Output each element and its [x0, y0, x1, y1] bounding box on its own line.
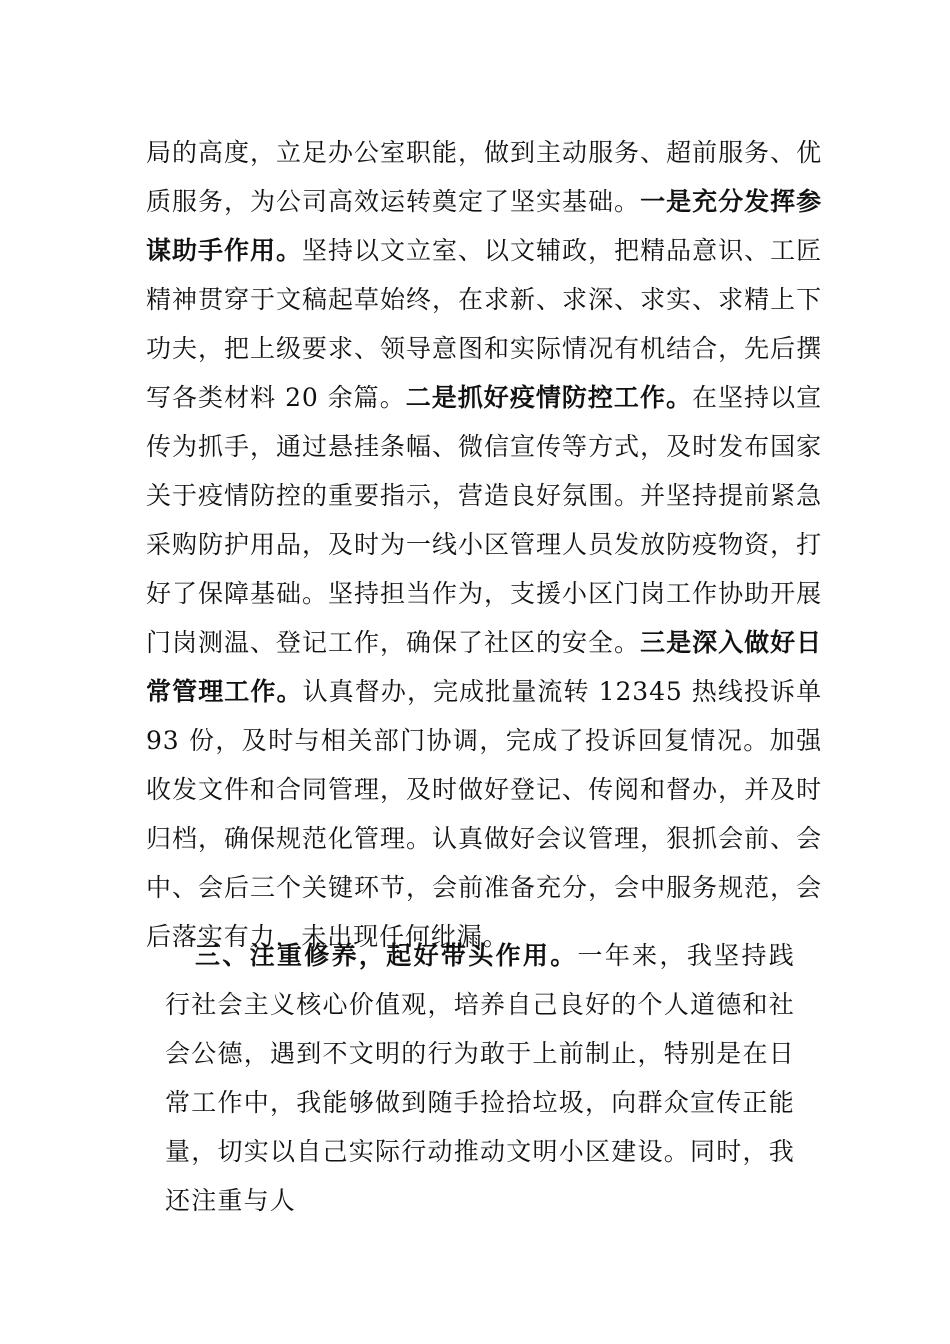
bold-subheading: 三是深入做好日常管理工作。	[146, 628, 822, 706]
paragraph-text: 在坚持以宣传为抓手，通过悬挂条幅、微信宣传等方式，及时发布国家关于疫情防控的重要指示，营造良好氛围。并坚持提前紧急采购防护用品，及时为一线小区管理人员发放防疫物资，打好了保障基础。坚持担当作为，支援小区门岗工作协助开展门岗测温、登记工作，确保了社区的安全。	[146, 383, 822, 657]
paragraph-text: 一年来，我坚持践行社会主义核心价值观，培养自己良好的个人道德和社会公德，遇到不文明的行为敢于上前制止，特别是在日常工作中，我能够做到随手捡拾垃圾，向群众宣传正能量，切实以自己实际行动推动文明小区建设。同时，我还注重与人	[165, 941, 795, 1215]
paragraph-text: 局的高度，立足办公室职能，做到主动服务、超前服务、优质服务，为公司高效运转奠定了坚实基础。	[146, 138, 822, 216]
paragraph-text: 认真督办，完成批量流转 12345 热线投诉单 93 份，及时与相关部门协调，完成了投诉回复情况。加强收发文件和合同管理，及时做好登记、传阅和督办，并及时归档，确保规范化管理。认真做好会议管理，狠抓会前、会中、会后三个关键环节，会前准备充分，会中服务规范，会后落实有力，未出现任何纰漏。	[146, 677, 823, 951]
bold-subheading: 二是抓好疫情防控工作。	[405, 383, 692, 412]
section-heading: 三、注重修养，起好带头作用。	[195, 941, 578, 970]
paragraph-text: 坚持以文立室、以文辅政，把精品意识、工匠精神贯穿于文稿起草始终，在求新、求深、求实、求精上下功夫，把上级要求、领导意图和实际情况有机结合，先后撰写各类材料 20 余篇。	[146, 236, 822, 412]
body-paragraph-self-cultivation	[165, 931, 795, 1225]
bold-subheading: 一是充分发挥参谋助手作用。	[146, 187, 822, 265]
body-paragraph-office-work	[146, 128, 822, 961]
